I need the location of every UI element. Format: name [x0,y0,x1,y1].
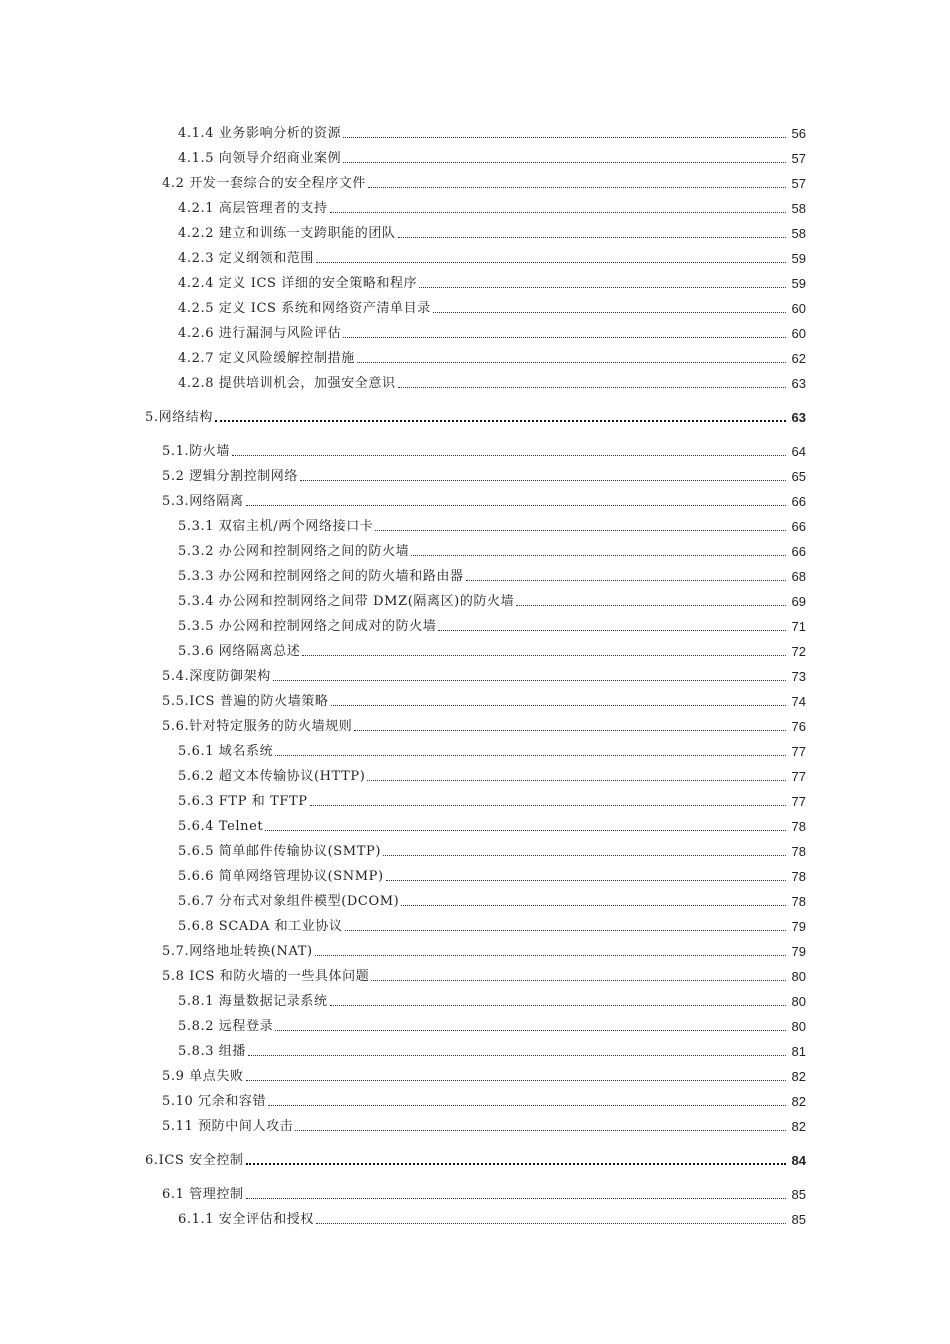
toc-page-number: 66 [791,544,806,559]
toc-page-number: 59 [791,251,806,266]
toc-entry[interactable] [178,913,806,935]
toc-entry-title: 5.1.防火墙 [162,444,231,459]
dot-leader [516,604,786,606]
toc-page-number: 78 [791,869,806,884]
toc-entry[interactable] [178,270,806,292]
toc-entry-title: 4.2.1 高层管理者的支持 [178,201,328,216]
toc-entry-title: 5.5.ICS 普遍的防火墙策略 [162,694,329,709]
toc-page-number: 73 [791,669,806,684]
toc-entry-title: 5.6.4 Telnet [178,819,264,834]
toc-entry[interactable] [162,663,806,685]
toc-page-number: 57 [791,151,806,166]
dot-leader [265,829,786,831]
toc-page-number: 81 [791,1044,806,1059]
dot-leader [401,904,786,906]
toc-entry-title: 5.6.1 域名系统 [178,744,274,759]
toc-entry[interactable] [162,1088,806,1110]
toc-chapter-entry[interactable] [145,1147,806,1169]
dot-leader [246,1162,786,1165]
dot-leader [398,386,786,388]
toc-page-number: 80 [791,994,806,1009]
toc-page-number: 60 [791,326,806,341]
toc-page-number: 77 [791,769,806,784]
toc-entry[interactable] [162,713,806,735]
dot-leader [316,261,786,263]
toc-entry[interactable] [178,370,806,392]
toc-page-number: 63 [791,410,806,425]
toc-page-number: 66 [791,494,806,509]
toc-entry[interactable] [162,1113,806,1135]
toc-entry-title: 4.2.3 定义纲领和范围 [178,251,315,266]
toc-entry[interactable] [178,195,806,217]
toc-page-number: 85 [791,1187,806,1202]
dot-leader [419,286,786,288]
toc-entry-title: 5.9 单点失败 [162,1069,244,1084]
toc-entry[interactable] [178,563,806,585]
dot-leader [398,236,786,238]
dot-leader [268,1104,786,1106]
dot-leader [248,1054,786,1056]
dot-leader [383,854,786,856]
dot-leader [246,1197,786,1199]
toc-entry-title: 5.8.3 组播 [178,1044,247,1059]
toc-page-number: 57 [791,176,806,191]
dot-leader [330,211,786,213]
dot-leader [433,311,786,313]
toc-entry[interactable] [178,320,806,342]
dot-leader [246,504,786,506]
dot-leader [275,754,786,756]
toc-entry[interactable] [178,763,806,785]
toc-entry-title: 4.2 开发一套综合的安全程序文件 [162,176,367,191]
toc-entry[interactable] [178,295,806,317]
dot-leader [295,1129,786,1131]
toc-page-number: 65 [791,469,806,484]
toc-entry[interactable] [162,1181,806,1203]
toc-entry-title: 6.1.1 安全评估和授权 [178,1212,315,1227]
dot-leader [232,454,786,456]
toc-entry[interactable] [162,488,806,510]
toc-page-number: 74 [791,694,806,709]
toc-page-number: 58 [791,201,806,216]
toc-page-number: 82 [791,1119,806,1134]
toc-entry-title: 4.2.6 进行漏洞与风险评估 [178,326,342,341]
toc-page-number: 84 [791,1153,806,1168]
toc-entry-title: 4.1.4 业务影响分析的资源 [178,126,342,141]
dot-leader [215,419,786,422]
toc-entry[interactable] [178,863,806,885]
dot-leader [386,879,786,881]
toc-entry[interactable] [178,813,806,835]
toc-page-number: 77 [791,744,806,759]
toc-page-number: 68 [791,569,806,584]
toc-entry[interactable] [178,738,806,760]
toc-entry[interactable] [162,688,806,710]
toc-entry-title: 5.4.深度防御架构 [162,669,271,684]
dot-leader [357,361,786,363]
toc-entry-title: 5.3.4 办公网和控制网络之间带 DMZ(隔离区)的防火墙 [178,594,515,609]
dot-leader [343,136,786,138]
toc-entry-title: 5.3.2 办公网和控制网络之间的防火墙 [178,544,410,559]
toc-entry[interactable] [178,345,806,367]
toc-entry-title: 5.3.1 双宿主机/两个网络接口卡 [178,519,374,534]
toc-entry-title: 6.1 管理控制 [162,1187,244,1202]
toc-entry-title: 5.3.3 办公网和控制网络之间的防火墙和路由器 [178,569,464,584]
toc-page-number: 62 [791,351,806,366]
toc-entry-title: 5.6.针对特定服务的防火墙规则 [162,719,353,734]
toc-entry-title: 5.8 ICS 和防火墙的一些具体问题 [162,969,370,984]
toc-entry[interactable] [178,538,806,560]
toc-entry[interactable] [178,1038,806,1060]
toc-entry[interactable] [178,513,806,535]
toc-entry[interactable] [178,788,806,810]
toc-entry-title: 4.2.2 建立和训练一支跨职能的团队 [178,226,396,241]
toc-page-number: 56 [791,126,806,141]
toc-page-number: 60 [791,301,806,316]
toc-entry-title: 5.6.7 分布式对象组件模型(DCOM) [178,894,400,909]
dot-leader [438,629,786,631]
toc-page-number: 59 [791,276,806,291]
toc-page-number: 79 [791,919,806,934]
toc-entry[interactable] [178,888,806,910]
dot-leader [345,929,786,931]
toc-entry-title: 5.10 冗余和容错 [162,1094,267,1109]
toc-page-number: 63 [791,376,806,391]
toc-entry[interactable] [178,588,806,610]
toc-entry[interactable] [178,838,806,860]
toc-entry-title: 5.11 预防中间人攻击 [162,1119,294,1134]
toc-entry-title: 6.ICS 安全控制 [145,1153,244,1168]
toc-entry-title: 4.2.4 定义 ICS 详细的安全策略和程序 [178,276,418,291]
toc-entry-title: 5.2 逻辑分割控制网络 [162,469,299,484]
dot-leader [315,954,786,956]
toc-page-number: 76 [791,719,806,734]
toc-entry[interactable] [178,1013,806,1035]
toc-page-number: 80 [791,969,806,984]
dot-leader [367,779,786,781]
toc-entry-title: 5.6.6 简单网络管理协议(SNMP) [178,869,384,884]
toc-entry[interactable] [178,145,806,167]
toc-entry-title: 4.2.7 定义风险缓解控制措施 [178,351,355,366]
dot-leader [310,804,786,806]
toc-page-number: 64 [791,444,806,459]
toc-entry-title: 5.6.5 简单邮件传输协议(SMTP) [178,844,381,859]
toc-page-number: 78 [791,894,806,909]
toc-entry[interactable] [178,120,806,142]
toc-entry[interactable] [178,988,806,1010]
toc-page-number: 77 [791,794,806,809]
dot-leader [316,1222,786,1224]
toc-page-number: 58 [791,226,806,241]
toc-page-number: 72 [791,644,806,659]
toc-entry-title: 4.2.8 提供培训机会，加强安全意识 [178,376,396,391]
toc-entry-title: 5.3.6 网络隔离总述 [178,644,301,659]
toc-page-number: 85 [791,1212,806,1227]
toc-entry-title: 5.7.网络地址转换(NAT) [162,944,313,959]
dot-leader [466,579,786,581]
toc-page-number: 79 [791,944,806,959]
toc-page-number: 80 [791,1019,806,1034]
toc-entry[interactable] [178,1206,806,1228]
dot-leader [343,161,786,163]
toc-page-number: 78 [791,844,806,859]
toc-entry[interactable] [178,638,806,660]
toc-entry-title: 5.6.8 SCADA 和工业协议 [178,919,343,934]
dot-leader [375,529,786,531]
toc-entry-title: 4.2.5 定义 ICS 系统和网络资产清单目录 [178,301,431,316]
toc-page-number: 78 [791,819,806,834]
toc-entry-title: 5.8.2 远程登录 [178,1019,274,1034]
toc-entry-title: 5.网络结构 [145,410,214,425]
dot-leader [302,654,786,656]
dot-leader [354,729,786,731]
dot-leader [275,1029,786,1031]
toc-entry[interactable] [162,463,806,485]
toc-entry[interactable] [178,613,806,635]
toc-entry-title: 5.3.5 办公网和控制网络之间成对的防火墙 [178,619,437,634]
toc-chapter-entry[interactable] [145,404,806,426]
dot-leader [300,479,786,481]
dot-leader [246,1079,786,1081]
dot-leader [371,979,786,981]
toc-entry[interactable] [162,963,806,985]
toc-page-number: 82 [791,1094,806,1109]
toc-entry[interactable] [162,438,806,460]
dot-leader [330,1004,786,1006]
toc-entry[interactable] [162,938,806,960]
dot-leader [331,704,786,706]
toc-page-number: 66 [791,519,806,534]
toc-entry-title: 5.8.1 海量数据记录系统 [178,994,328,1009]
dot-leader [273,679,786,681]
toc-entry[interactable] [178,220,806,242]
toc-entry-title: 5.3.网络隔离 [162,494,244,509]
dot-leader [411,554,786,556]
dot-leader [368,186,786,188]
toc-entry[interactable] [162,1063,806,1085]
toc-entry-title: 4.1.5 向领导介绍商业案例 [178,151,342,166]
toc-page-number: 69 [791,594,806,609]
toc-entry-title: 5.6.2 超文本传输协议(HTTP) [178,769,366,784]
toc-page-number: 82 [791,1069,806,1084]
toc-entry-title: 5.6.3 FTP 和 TFTP [178,794,308,809]
toc-entry[interactable] [162,170,806,192]
dot-leader [343,336,786,338]
toc-page-number: 71 [791,619,806,634]
toc-entry[interactable] [178,245,806,267]
